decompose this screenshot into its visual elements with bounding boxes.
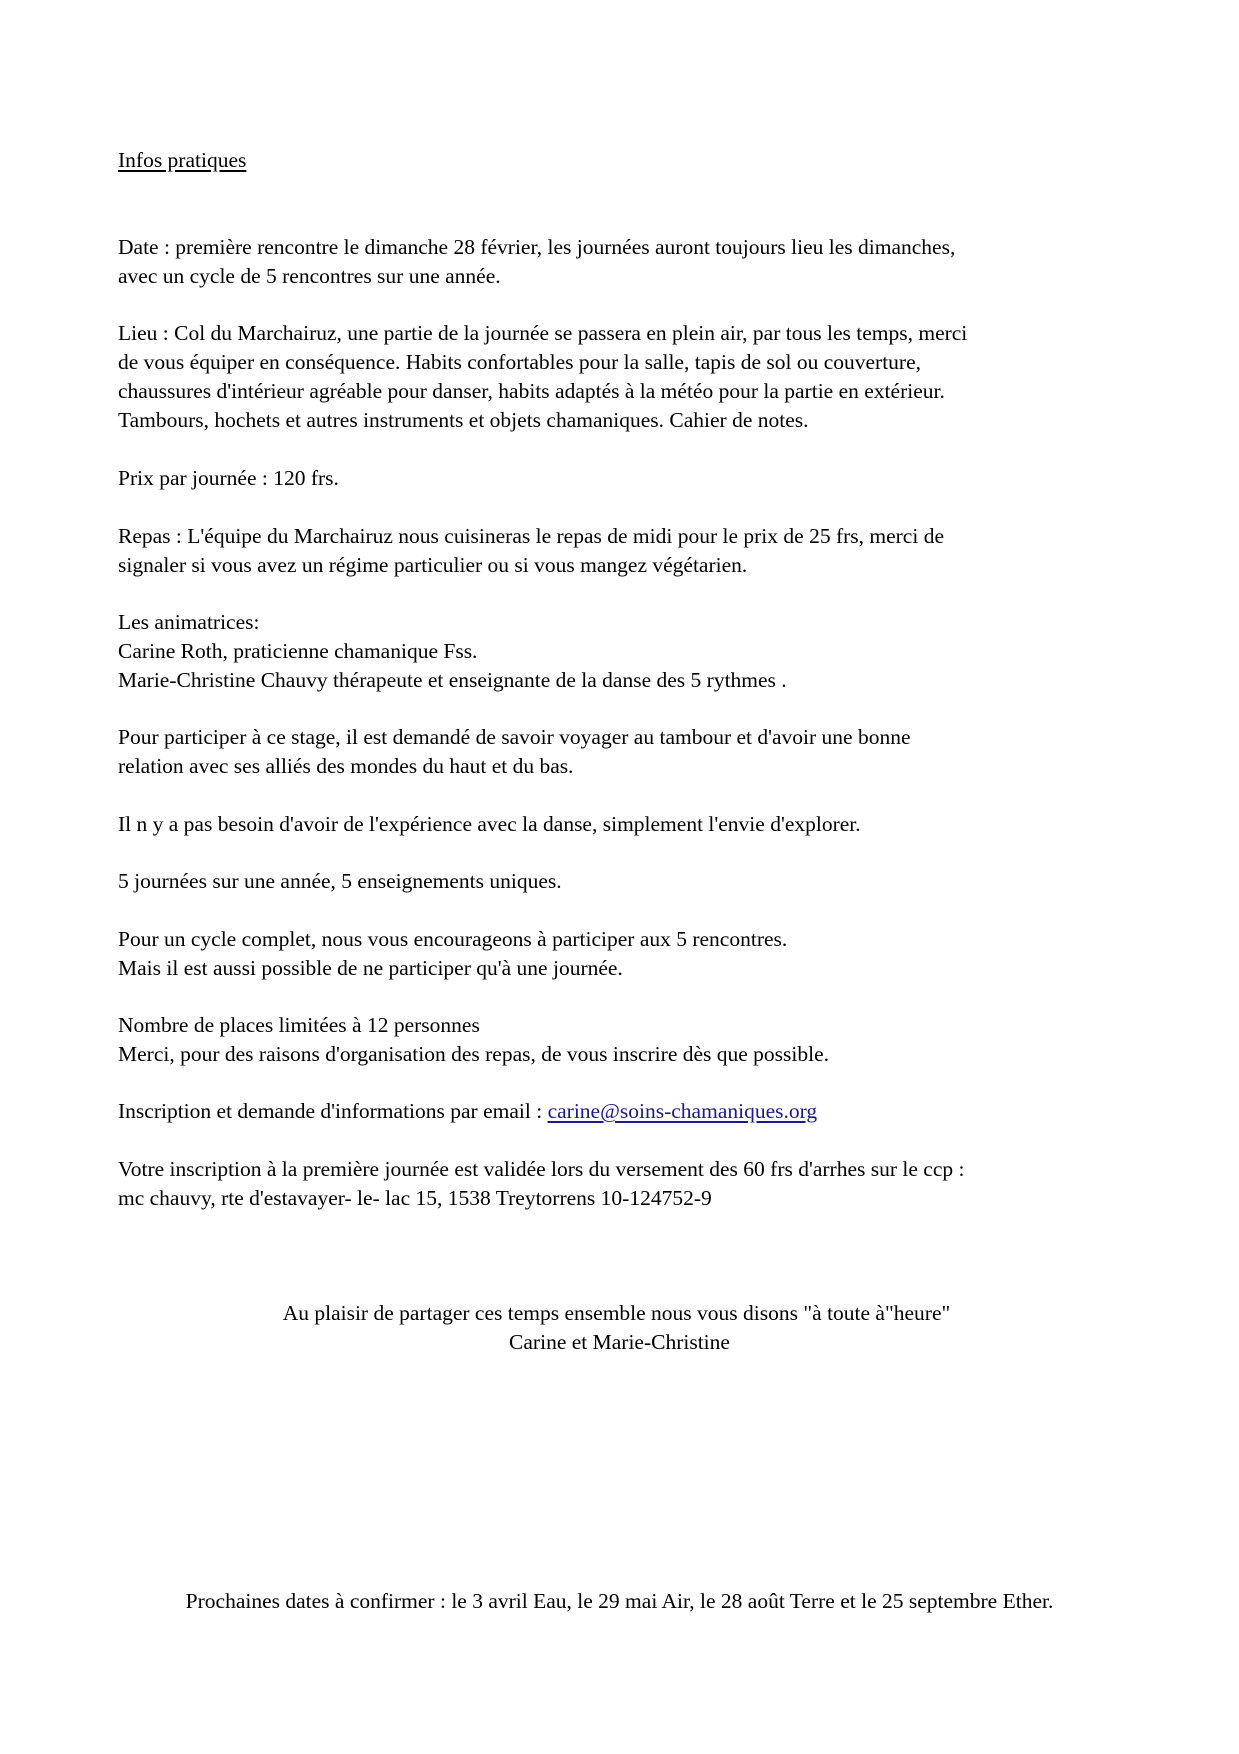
- lieu-line-4: Tambours, hochets et autres instruments et objets chamaniques. Cahier de notes.: [118, 408, 809, 432]
- lieu-line-3: chaussures d'intérieur agréable pour danser, habits adaptés à la météo pour la partie en extérieur.: [118, 379, 945, 403]
- paragraph-danse: Il n y a pas besoin d'avoir de l'expérience avec la danse, simplement l'envie d'explorer.: [118, 812, 861, 836]
- inscription-label: Inscription et demande d'informations par email :: [118, 1099, 548, 1123]
- prerequis-line-1: Pour participer à ce stage, il est demandé de savoir voyager au tambour et d'avoir une bonne: [118, 725, 911, 749]
- places-line-1: Nombre de places limitées à 12 personnes: [118, 1013, 480, 1037]
- paragraph-places: [118, 1011, 1128, 1069]
- email-link[interactable]: carine@soins-chamaniques.org: [547, 1099, 818, 1123]
- upcoming-dates: Prochaines dates à confirmer : le 3 avril Eau, le 29 mai Air, le 28 août Terre et le 25 septembre Ether.: [185, 1589, 1054, 1613]
- versement-line-2: mc chauvy, rte d'estavayer- le- lac 15, 1538 Treytorrens 10-124752-9: [118, 1186, 712, 1210]
- paragraph-cycle: [118, 925, 1128, 983]
- paragraph-animatrices: [118, 608, 1128, 695]
- lieu-line-1: Lieu : Col du Marchairuz, une partie de la journée se passera en plein air, par tous les temps, merci: [118, 321, 968, 345]
- animatrice-marie-christine: Marie-Christine Chauvy thérapeute et enseignante de la danse des 5 rythmes .: [118, 668, 787, 692]
- lieu-line-2: de vous équiper en conséquence. Habits confortables pour la salle, tapis de sol ou couverture,: [118, 350, 922, 374]
- paragraph-date: [118, 233, 1128, 291]
- places-line-2: Merci, pour des raisons d'organisation des repas, de vous inscrire dès que possible.: [118, 1042, 830, 1066]
- versement-line-1: Votre inscription à la première journée est validée lors du versement des 60 frs d'arrhes sur le ccp :: [118, 1157, 965, 1181]
- cycle-line-1: Pour un cycle complet, nous vous encourageons à participer aux 5 rencontres.: [118, 927, 788, 951]
- paragraph-lieu: [118, 319, 1128, 435]
- prerequis-line-2: relation avec ses alliés des mondes du haut et du bas.: [118, 754, 574, 778]
- cycle-line-2: Mais il est aussi possible de ne participer qu'à une journée.: [118, 956, 623, 980]
- paragraph-inscription: [118, 1097, 1128, 1126]
- paragraph-journees: 5 journées sur une année, 5 enseignements uniques.: [118, 869, 562, 893]
- closing-signature: Carine et Marie-Christine: [509, 1330, 730, 1354]
- repas-line-1: Repas : L'équipe du Marchairuz nous cuisineras le repas de midi pour le prix de 25 frs, merci de: [118, 524, 944, 548]
- date-line-2: avec un cycle de 5 rencontres sur une année.: [118, 264, 501, 288]
- animatrices-title: Les animatrices:: [118, 610, 260, 634]
- date-line-1: Date : première rencontre le dimanche 28 février, les journées auront toujours lieu les dimanches,: [118, 235, 956, 259]
- paragraph-prerequis: [118, 723, 1128, 781]
- repas-line-2: signaler si vous avez un régime particulier ou si vous mangez végétarien.: [118, 553, 748, 577]
- paragraph-versement: [118, 1155, 1128, 1213]
- section-heading: Infos pratiques: [118, 148, 247, 172]
- closing-line: Au plaisir de partager ces temps ensemble nous vous disons "à toute à"heure": [282, 1301, 951, 1325]
- animatrice-carine: Carine Roth, praticienne chamanique Fss.: [118, 639, 478, 663]
- paragraph-repas: [118, 522, 1128, 580]
- paragraph-prix: Prix par journée : 120 frs.: [118, 466, 339, 490]
